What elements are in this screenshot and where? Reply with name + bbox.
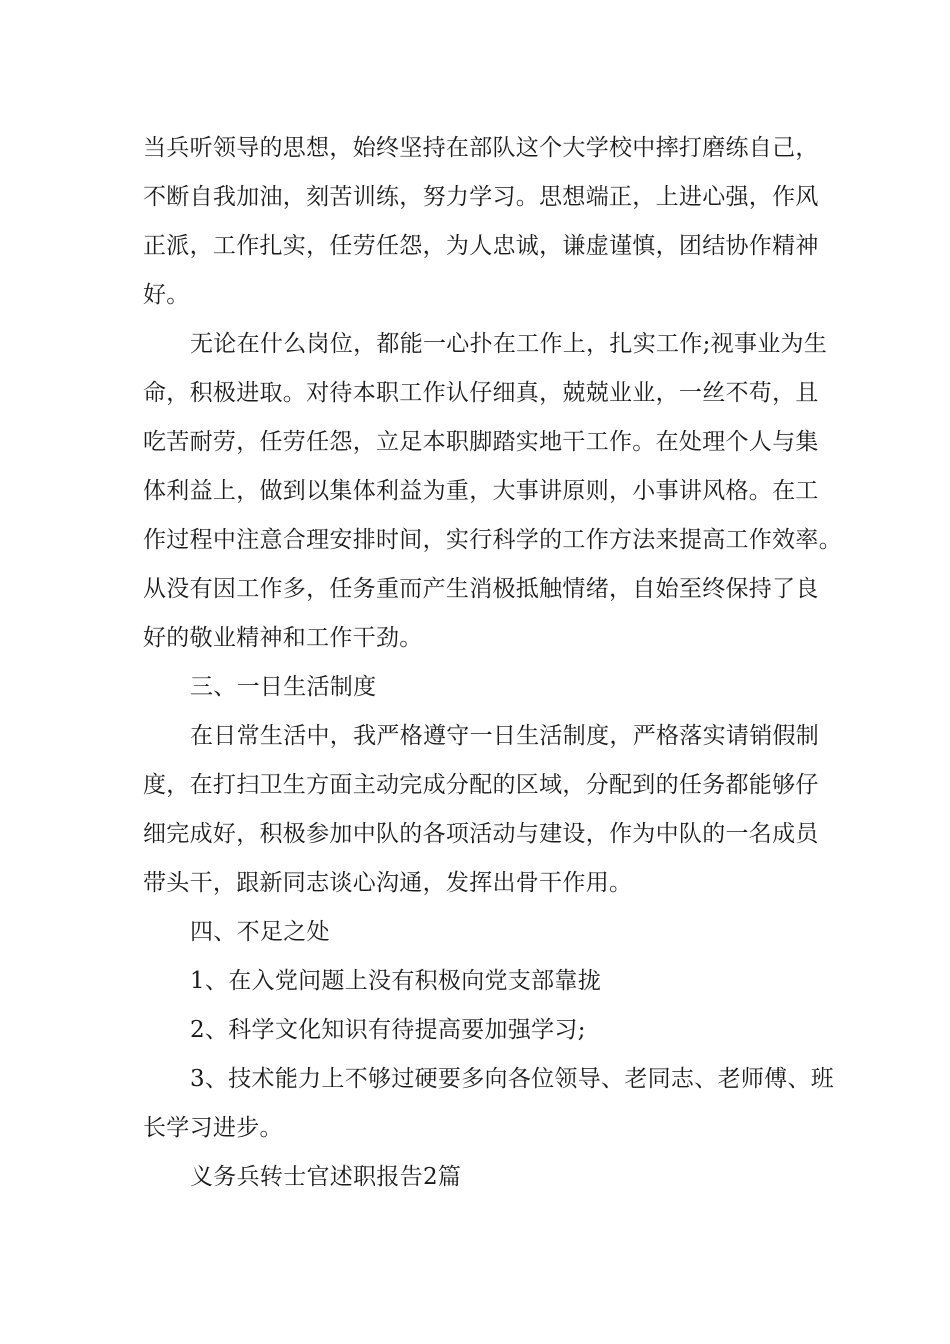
- paragraph-line: 作过程中注意合理安排时间，实行科学的工作方法来提高工作效率。: [143, 527, 842, 553]
- list-item: 2、科学文化知识有待提高要加强学习;: [190, 1017, 586, 1043]
- paragraph-line: 在日常生活中，我严格遵守一日生活制度，严格落实请销假制: [190, 723, 820, 749]
- paragraph-line: 无论在什么岗位，都能一心扑在工作上，扎实工作;视事业为生: [190, 331, 828, 357]
- document-title: 义务兵转士官述职报告2篇: [190, 1164, 462, 1190]
- paragraph-line: 好。: [143, 282, 190, 308]
- paragraph-line: 不断自我加油，刻苦训练，努力学习。思想端正，上进心强，作风: [143, 184, 819, 210]
- paragraph-line: 命，积极进取。对待本职工作认仔细真，兢兢业业，一丝不苟，且: [143, 380, 819, 406]
- paragraph-line: 细完成好，积极参加中队的各项活动与建设，作为中队的一名成员: [143, 821, 819, 847]
- list-item: 1、在入党问题上没有积极向党支部靠拢: [190, 968, 602, 994]
- document-body: [143, 124, 842, 1202]
- section-heading: 三、一日生活制度: [190, 674, 377, 700]
- paragraph-line: 吃苦耐劳，任劳任怨，立足本职脚踏实地干工作。在处理个人与集: [143, 429, 819, 455]
- paragraph-line: 好的敬业精神和工作干劲。: [143, 625, 423, 651]
- paragraph-line: 体利益上，做到以集体利益为重，大事讲原则，小事讲风格。在工: [143, 478, 819, 504]
- paragraph-line: 从没有因工作多，任务重而产生消极抵触情绪，自始至终保持了良: [143, 576, 819, 602]
- paragraph-line: 度，在打扫卫生方面主动完成分配的区域，分配到的任务都能够仔: [143, 772, 819, 798]
- paragraph-line: 带头干，跟新同志谈心沟通，发挥出骨干作用。: [143, 870, 633, 896]
- list-item: 3、技术能力上不够过硬要多向各位领导、老同志、老师傅、班: [190, 1066, 835, 1092]
- paragraph-line: 正派，工作扎实，任劳任怨，为人忠诚，谦虚谨慎，团结协作精神: [143, 233, 819, 259]
- list-item-continuation: 长学习进步。: [143, 1115, 283, 1141]
- section-heading: 四、不足之处: [190, 919, 330, 945]
- paragraph-line: 当兵听领导的思想，始终坚持在部队这个大学校中摔打磨练自己，: [143, 135, 819, 161]
